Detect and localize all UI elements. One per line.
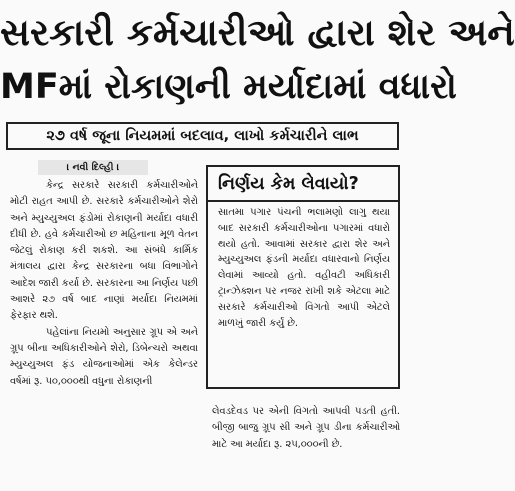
subheadline: ૨૭ વર્ષ જૂના નિયમમાં બદલાવ, લાખો કર્મચારીને લાભ [6,122,399,150]
article-paragraph: કેન્દ્ર સરકારે સરકારી કર્મચારીઓને મોટી રાહત આપી છે. સરકારે કર્મચારીઓને શેરો અને મ્યુચ્યુઅલ ફંડોમાં રોકાણની મર્યાદા વધારી દીધી છે. હવે કર્મચારીઓ છ મહિનાના મૂળ વેતન જેટલું રોકાણ કરી શકશે. આ સંબંધે કાર્મિક મંત્રાલય દ્વારા કેન્દ્ર સરકારના બધા વિભાગોને આદેશ જારી કર્યા છે. સરકારના આ નિર્ણય પછી આશરે ૨૭ વર્ષ બાદ નાણાં મર્યાદા નિયમમાં ફેરફાર થશે. [10,180,198,322]
dateline: । નવી દિલ્હી । [38,160,148,175]
article-left-column [10,178,198,390]
article-paragraph: પહેલાંના નિયમો અનુસાર ગ્રૂપ એ અને ગ્રૂપ બીના અધિકારીઓને શેરો, ડિબેન્ચરો અથવા મ્યુચ્યુઅલ ફંડ યોજનાઓમાં એક કેલેન્ડર વર્ષમાં રૂ. ૫૦,૦૦૦થી વધુના રોકાણની [10,326,198,387]
headline-line-2: MFમાં રોકાણની મર્યાદામાં વધારો [0,67,457,107]
sidebar-box-title: નિર્ણય કેમ લેવાયો? [218,174,359,194]
article-right-column [212,404,400,453]
sidebar-box-body: સાતમા પગાર પંચની ભલામણો લાગુ થયા બાદ સરકારી કર્મચારીઓના પગારમાં વધારો થયો હતો. આવામાં સરકાર દ્વારા શેર અને મ્યુચ્યુઅલ ફંડની મર્યાદા વધારવાનો નિર્ણય લેવામાં આવ્યો હતો. વહીવટી અધિકારી ટ્રાન્ઝેક્શન પર નજર રાખી શકે એટલા માટે સરકારે કર્મચારીઓ વિગતો આપી એટલે માળખું જારી કર્યું છે. [218,207,390,329]
article-paragraph: લેવડદેવડ પર એની વિગતો આપવી પડતી હતી. બીજી બાજુ ગ્રૂપ સી અને ગ્રૂપ ડીના કર્મચારીઓ માટે આ મર્યાદા રૂ. ૨૫,૦૦૦ની છે. [212,406,400,450]
sidebar-box [206,165,400,389]
headline-line-1: સરકારી કર્મચારીઓ દ્વારા શેર અને [0,11,515,54]
